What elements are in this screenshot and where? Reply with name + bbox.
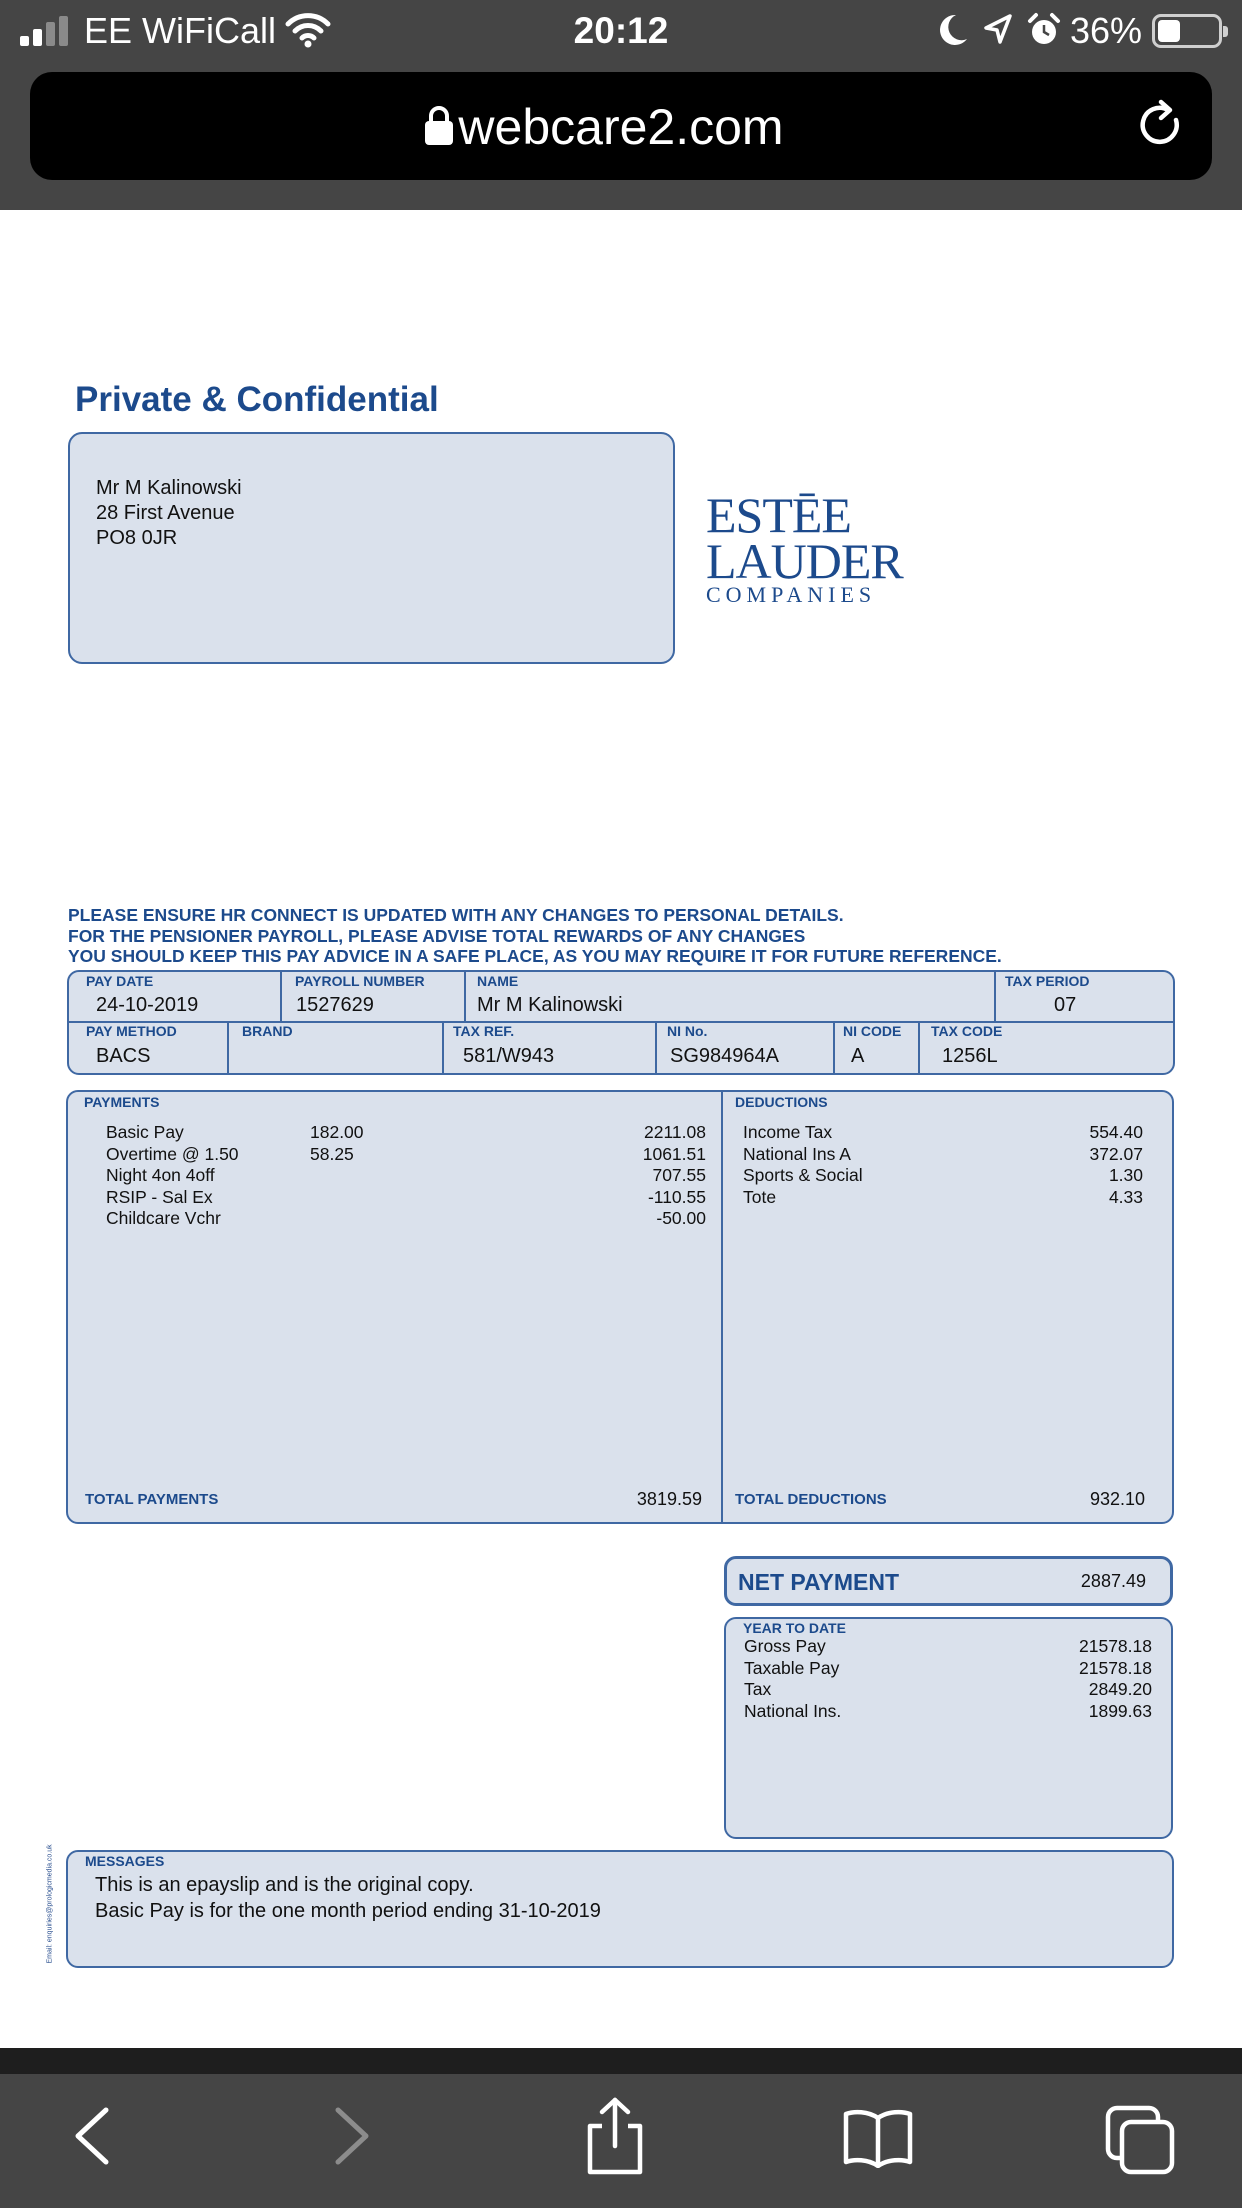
payments-label: PAYMENTS (84, 1094, 160, 1110)
url-text[interactable]: webcare2.com (458, 99, 784, 155)
back-icon[interactable] (68, 2104, 118, 2168)
battery-percent: 36% (1070, 10, 1143, 51)
share-icon[interactable] (582, 2096, 648, 2176)
ni-number-label: NI No. (667, 1023, 708, 1039)
address-line-postcode: PO8 0JR (96, 527, 178, 549)
ni-number-value: SG984964A (670, 1045, 779, 1067)
ytd-row: Tax 2849.20 (744, 1679, 1152, 1699)
pay-method-value: BACS (96, 1045, 151, 1067)
payment-row: Night 4on 4off 707.55 (106, 1165, 706, 1185)
brand-label: BRAND (242, 1023, 293, 1039)
deduction-row: National Ins A 372.07 (743, 1143, 1143, 1164)
pay-date-value: 24-10-2019 (96, 994, 199, 1016)
year-to-date-box (724, 1617, 1173, 1839)
payment-row: Basic Pay 182.00 2211.08 (106, 1122, 706, 1142)
tax-ref-value: 581/W943 (463, 1045, 555, 1067)
notice-text: PLEASE ENSURE HR CONNECT IS UPDATED WITH ANY CHANGES TO PERSONAL DETAILS. FOR THE PENSIONER PAYROLL, PLEASE ADVISE TOTAL REWARDS OF ANY CHANGES YOU SHOULD KEEP THIS PAY ADVICE IN A SAFE PLACE, AS YOU MAY REQUIRE IT FOR FUTURE REFERENCE. (68, 905, 1002, 966)
browser-top-chrome (0, 0, 1242, 210)
messages-box (66, 1850, 1174, 1968)
browser-bottom-toolbar (0, 2048, 1242, 2208)
messages-label: MESSAGES (85, 1853, 165, 1869)
deduction-row: Tote 4.33 (743, 1186, 1143, 1207)
payment-row: RSIP - Sal Ex -110.55 (106, 1186, 706, 1207)
tax-code-label: TAX CODE (931, 1023, 1003, 1039)
address-line-name: Mr M Kalinowski (96, 477, 242, 499)
pay-method-label: PAY METHOD (86, 1023, 177, 1039)
total-payments-value: 3819.59 (636, 1489, 702, 1509)
tax-ref-label: TAX REF. (453, 1023, 515, 1039)
net-payment-value: 2887.49 (1080, 1571, 1146, 1591)
address-bar[interactable] (30, 72, 1212, 180)
battery-icon (1152, 14, 1222, 48)
company-logo: ESTĒE LAUDER COMPANIES (706, 487, 903, 607)
message-line: Basic Pay is for the one month period ending 31-10-2019 (95, 1900, 601, 1922)
total-deductions-value: 932.10 (1089, 1489, 1145, 1509)
forward-icon[interactable] (326, 2104, 376, 2168)
deductions-list (743, 1122, 1143, 1208)
ni-code-label: NI CODE (843, 1023, 902, 1039)
tabs-icon[interactable] (1104, 2104, 1176, 2176)
message-line: This is an epayslip and is the original copy. (95, 1874, 474, 1896)
year-to-date-label: YEAR TO DATE (743, 1620, 846, 1636)
status-bar (0, 0, 1242, 62)
tax-period-value: 07 (1054, 994, 1077, 1016)
name-label: NAME (477, 973, 519, 989)
page-title: Private & Confidential (75, 380, 439, 419)
employee-info-table (67, 970, 1175, 1075)
payments-list (106, 1122, 706, 1230)
tax-period-label: TAX PERIOD (1005, 973, 1090, 989)
side-contact-note: Email: enquiries@prologicmedia.co.uk (46, 1844, 54, 1964)
deductions-label: DEDUCTIONS (735, 1094, 828, 1110)
carrier-name: EE WiFiCall (84, 10, 277, 51)
ytd-row: Gross Pay 21578.18 (744, 1636, 1152, 1656)
deduction-row: Sports & Social 1.30 (743, 1165, 1143, 1185)
payroll-number-label: PAYROLL NUMBER (295, 973, 425, 989)
name-value: Mr M Kalinowski (477, 994, 623, 1016)
payslip-document (0, 210, 1242, 2048)
total-payments-label: TOTAL PAYMENTS (85, 1491, 219, 1508)
payment-row: Overtime @ 1.50 58.25 1061.51 (106, 1143, 706, 1164)
address-line-street: 28 First Avenue (96, 502, 235, 524)
net-payment-box (724, 1556, 1173, 1606)
year-to-date-list (744, 1636, 1152, 1722)
total-deductions-label: TOTAL DEDUCTIONS (735, 1491, 887, 1508)
ytd-row: Taxable Pay 21578.18 (744, 1657, 1152, 1678)
payroll-number-value: 1527629 (296, 994, 374, 1016)
net-payment-label: NET PAYMENT (738, 1569, 900, 1595)
status-time: 20:12 (573, 10, 669, 51)
payment-row: Childcare Vchr -50.00 (106, 1208, 706, 1228)
moon-icon (936, 12, 970, 48)
ni-code-value: A (851, 1045, 865, 1067)
ytd-row: National Ins. 1899.63 (744, 1700, 1152, 1721)
reload-icon[interactable] (1136, 96, 1192, 156)
pay-date-label: PAY DATE (86, 973, 154, 989)
location-icon (982, 12, 1014, 48)
bookmarks-icon[interactable] (842, 2108, 914, 2168)
deduction-row: Income Tax 554.40 (743, 1122, 1143, 1142)
address-box (68, 432, 675, 664)
tax-code-value: 1256L (942, 1045, 998, 1067)
payments-deductions-panel (66, 1090, 1174, 1524)
alarm-icon (1026, 12, 1062, 48)
